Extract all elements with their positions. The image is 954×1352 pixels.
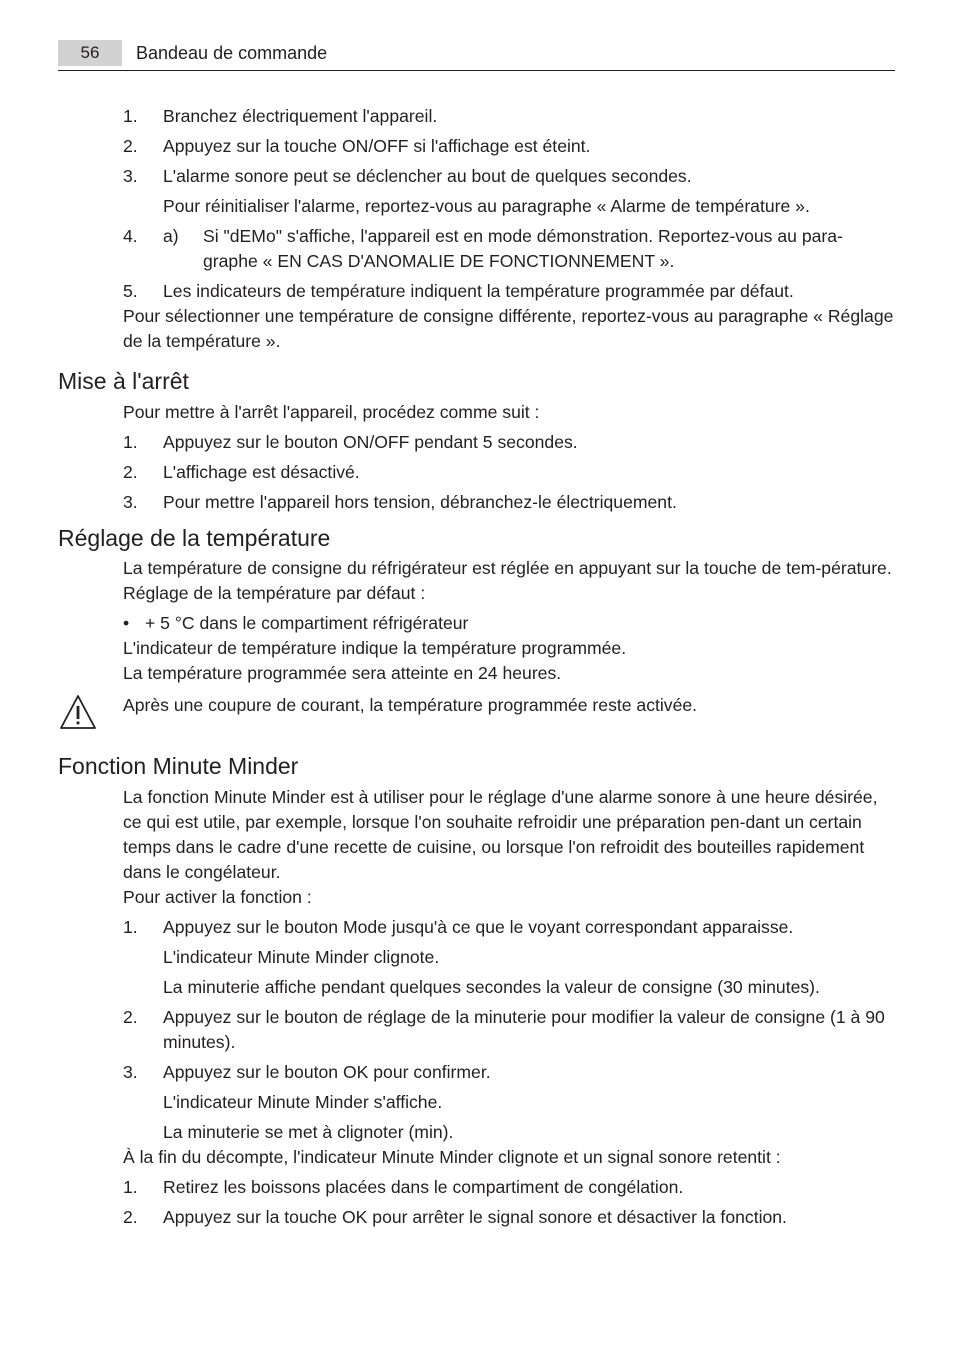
list-item: 3. L'alarme sonore peut se déclencher au bout de quelques secondes. [123,166,692,186]
warning-text: Après une coupure de courant, la température programmée reste activée. [123,695,698,715]
list-item: 2. L'affichage est désactivé. [123,462,360,482]
page-header [58,38,895,71]
page-content [58,104,895,1235]
paragraph: Pour sélectionner une température de consigne différente, reportez-vous au paragraphe « Réglage de la température ». [123,306,894,351]
paragraph: Réglage de la température par défaut : [123,583,426,603]
intro-steps [58,104,895,354]
sub-label: a) [163,226,179,246]
step-continuation: La minuterie se met à clignoter (min). [163,1122,454,1142]
paragraph: Pour mettre à l'arrêt l'appareil, procédez comme suit : [123,402,540,422]
paragraph: Pour activer la fonction : [123,887,312,907]
list-item: 4. a) Si "dEMo" s'affiche, l'appareil est en mode démonstration. Reportez-vous au para-graphe « EN CAS D'ANOMALIE DE FONCTIONNEMENT ». [123,224,895,274]
header-title: Bandeau de commande [136,43,328,63]
step-continuation: L'indicateur Minute Minder s'affiche. [163,1092,443,1112]
paragraph: La fonction Minute Minder est à utiliser pour le réglage d'une alarme sonore à une heure désirée, ce qui est utile, par exemple, lorsque l'on souhaite refroidir une préparation pen-dant un certain temps dans le cadre d'une recette de cuisine, ou lorsque l'on refroidit des bouteilles rapidement dans le congélateur. [123,787,878,882]
bullet-item: • + 5 °C dans le compartiment réfrigérateur [123,611,895,636]
section-heading: Fonction Minute Minder [58,753,299,779]
section-heading: Réglage de la température [58,525,331,551]
section-heading: Mise à l'arrêt [58,368,189,394]
list-item: 2. Appuyez sur le bouton de réglage de la minuterie pour modifier la valeur de consigne (1 à 90 minutes). [123,1007,885,1052]
list-item: 1. Retirez les boissons placées dans le compartiment de congélation. [123,1177,684,1197]
list-item: 2. Appuyez sur la touche ON/OFF si l'affichage est éteint. [123,136,591,156]
step-continuation: La minuterie affiche pendant quelques secondes la valeur de consigne (30 minutes). [163,977,820,997]
step-continuation: Pour réinitialiser l'alarme, reportez-vous au paragraphe « Alarme de température ». [163,196,810,216]
paragraph: La température de consigne du réfrigérateur est réglée en appuyant sur la touche de tem-pérature. [123,558,892,578]
list-item: 1. Appuyez sur le bouton ON/OFF pendant 5 secondes. [123,432,578,452]
bullet-icon: • [123,613,130,633]
warning-icon [58,693,98,731]
list-item: 1. Appuyez sur le bouton Mode jusqu'à ce que le voyant correspondant apparaisse. [123,917,794,937]
page-number: 56 [58,40,122,66]
warning-note [58,693,895,737]
paragraph: À la fin du décompte, l'indicateur Minute Minder clignote et un signal sonore retentit : [123,1147,781,1167]
list-item: 3. Appuyez sur le bouton OK pour confirmer. [123,1062,491,1082]
list-item: 2. Appuyez sur la touche OK pour arrêter le signal sonore et désactiver la fonction. [123,1207,787,1227]
paragraph: L'indicateur de température indique la température programmée. [123,638,627,658]
step-continuation: L'indicateur Minute Minder clignote. [163,947,440,967]
list-item: 1. Branchez électriquement l'appareil. [123,106,438,126]
list-item: 5. Les indicateurs de température indiquent la température programmée par défaut. [123,281,794,301]
paragraph: La température programmée sera atteinte en 24 heures. [123,663,562,683]
list-item: 3. Pour mettre l'appareil hors tension, débranchez-le électriquement. [123,492,677,512]
